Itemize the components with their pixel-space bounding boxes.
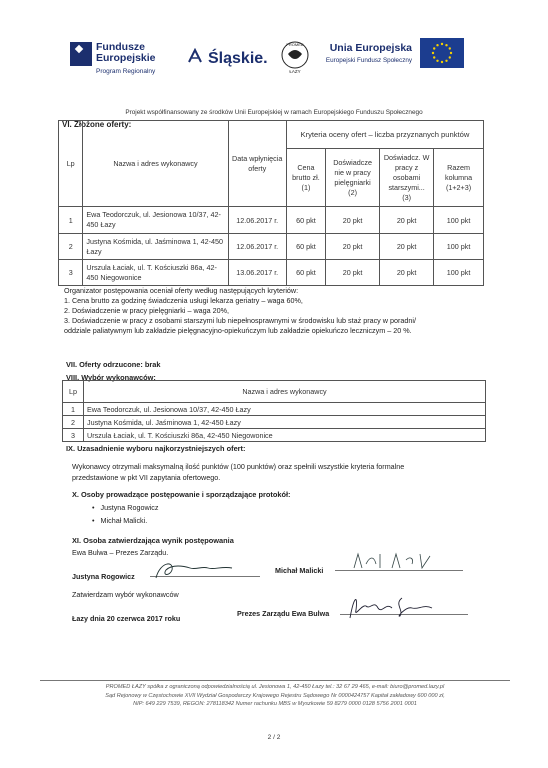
approve-text: Zatwierdzam wybór wykonawców xyxy=(72,590,179,599)
col-date-header: Data wpłynięcia oferty xyxy=(228,121,286,207)
justification xyxy=(72,461,492,483)
signature-malicki xyxy=(350,550,440,572)
people-list xyxy=(92,503,158,526)
approver: Ewa Bulwa – Prezes Zarządu. xyxy=(72,548,169,557)
row-date: 12.06.2017 r. xyxy=(228,234,286,260)
sub-total-header: Razem kolumna (1+2+3) xyxy=(434,149,484,207)
section6-heading: VI. Złożone oferty: xyxy=(62,120,132,129)
criteria-3a: 3. Doświadczenie w pracy z osobami starszymi lub niepełnosprawnymi w środowisku lub staż pracy w poradni/ xyxy=(64,316,416,325)
slaskie-logo: Śląskie. xyxy=(208,50,268,67)
sign-left-name: Justyna Rogowicz xyxy=(72,572,135,581)
signature-bulwa xyxy=(344,592,440,622)
offers-table xyxy=(58,120,484,286)
fe-sub: Program Regionalny xyxy=(96,68,156,75)
criteria-intro: Organizator postępowania oceniał oferty według następujących kryteriów: xyxy=(64,286,299,295)
logo-bar xyxy=(70,36,470,84)
row-p1: 60 pkt xyxy=(286,260,325,286)
table-row xyxy=(63,403,486,416)
section11-heading: XI. Osoba zatwierdzająca wynik postępowania xyxy=(72,536,234,545)
justification-line1: Wykonawcy otrzymali maksymalną ilość punktów (100 punktów) oraz spełnili wszystkie kryteria formalne xyxy=(72,462,405,471)
footer xyxy=(40,683,510,709)
row-p2: 20 pkt xyxy=(326,260,380,286)
row-lp: 2 xyxy=(63,416,84,429)
section9-heading: IX. Uzasadnienie wyboru najkorzystniejszych ofert: xyxy=(66,444,246,453)
ue-title: Unia Europejska xyxy=(329,42,412,54)
fundusze-europejskie-logo xyxy=(70,42,156,77)
sub-exp-nurse-header: Doświadcze nie w pracy pielęgniarki (2) xyxy=(326,149,380,207)
selection-table xyxy=(62,380,486,442)
section10-heading: X. Osoby prowadzące postępowanie i sporządzające protokół: xyxy=(72,490,291,499)
row-p2: 20 pkt xyxy=(326,207,380,234)
sign-right-name: Michał Malicki xyxy=(275,566,324,575)
eu-flag-icon xyxy=(420,38,464,68)
page-number: 2 / 2 xyxy=(267,734,281,741)
row-lp: 3 xyxy=(59,260,83,286)
list-item: • Justyna Rogowicz xyxy=(92,503,159,512)
row-lp: 1 xyxy=(63,403,84,416)
footer-line1: PROMED ŁAZY spółka z ograniczoną odpowiedzialnością ul. Jesionowa 1, 42-450 Łazy tel.: 32 67 29 465, e-mail: biuro@promed.lazy.pl xyxy=(105,684,445,690)
row-p1: 60 pkt xyxy=(286,234,325,260)
sub-exp-elderly-header: Doświadcz. W pracy z osobami starszymi... (3) xyxy=(380,149,434,207)
promed-lazy-logo xyxy=(280,40,310,74)
table-row xyxy=(63,429,486,442)
fe-line2: Europejskie xyxy=(96,52,156,64)
footer-line3: NIP: 649 229 7539, REGON: 278118342 Numer rachunku MBS w Myszkowie 59 8279 0000 0128 5756 2001 0001 xyxy=(133,701,417,707)
lazy-top: PROMED xyxy=(286,42,304,47)
row-date: 13.06.2017 r. xyxy=(228,260,286,286)
row-name: Ewa Teodorczuk, ul. Jesionowa 10/37, 42-450 Łazy xyxy=(84,403,486,416)
ue-text-block xyxy=(320,42,412,64)
slaskie-mark-icon xyxy=(186,48,204,66)
table-row xyxy=(59,234,484,260)
row-name: Justyna Kośmida, ul. Jaśminowa 1, 42-450 Łazy xyxy=(84,416,486,429)
row-name: Ewa Teodorczuk, ul. Jesionowa 10/37, 42-450 Łazy xyxy=(83,207,228,234)
col-lp-header: Lp xyxy=(63,381,84,403)
col-name-header: Nazwa i adres wykonawcy xyxy=(84,381,486,403)
row-name: Urszula Łaciak, ul. T. Kościuszki 86a, 42-450 Niegowonice xyxy=(84,429,486,442)
row-lp: 3 xyxy=(63,429,84,442)
justification-line2: przedstawione w pkt VII zapytania ofertowego. xyxy=(72,473,221,482)
ue-sub: Europejski Fundusz Społeczny xyxy=(325,57,412,64)
row-p3: 20 pkt xyxy=(380,260,434,286)
row-total: 100 pkt xyxy=(434,207,484,234)
criteria-3b: oddziale paliatywnym lub zakładzie pielęgnacyjno-opiekuńczym lub zakładzie opiekuńczo leczniczym – 20 %. xyxy=(64,326,412,335)
row-p2: 20 pkt xyxy=(326,234,380,260)
criteria-2: 2. Doświadczenie w pracy pielęgniarki – waga 20%, xyxy=(64,306,230,315)
row-date: 12.06.2017 r. xyxy=(228,207,286,234)
fe-flag-icon xyxy=(70,42,92,66)
criteria-1: 1. Cena brutto za godzinę świadczenia usługi lekarza geriatry – waga 60%, xyxy=(64,296,303,305)
place-date: Łazy dnia 20 czerwca 2017 roku xyxy=(72,614,181,623)
president-name: Prezes Zarządu Ewa Bulwa xyxy=(237,609,330,618)
row-p3: 20 pkt xyxy=(380,207,434,234)
row-total: 100 pkt xyxy=(434,260,484,286)
section7-heading: VII. Oferty odrzucone: brak xyxy=(66,360,161,369)
section8-heading: VIII. Wybór wykonawców: xyxy=(66,373,156,382)
row-name: Urszula Łaciak, ul. T. Kościuszki 86a, 42-450 Niegowonice xyxy=(83,260,228,286)
sub-price-header: Cena brutto zł. (1) xyxy=(286,149,325,207)
signature-rogowicz xyxy=(150,556,240,584)
lazy-bottom: ŁAZY xyxy=(289,69,301,74)
row-p3: 20 pkt xyxy=(380,234,434,260)
col-criteria-header: Kryteria oceny ofert – liczba przyznanych punktów xyxy=(286,121,483,149)
row-lp: 2 xyxy=(59,234,83,260)
table-row xyxy=(59,207,484,234)
person-name: Justyna Rogowicz xyxy=(100,503,159,512)
person-name: Michał Malicki. xyxy=(100,516,148,525)
row-p1: 60 pkt xyxy=(286,207,325,234)
list-item: • Michał Malicki. xyxy=(92,516,148,525)
table-row xyxy=(59,260,484,286)
cofinancing-note: Projekt współfinansowany ze środków Unii Europejskiej w ramach Europejskiego Funduszu Społecznego xyxy=(125,109,423,116)
row-lp: 1 xyxy=(59,207,83,234)
col-lp-header: Lp xyxy=(59,121,83,207)
col-name-header: Nazwa i adres wykonawcy xyxy=(83,121,228,207)
footer-divider xyxy=(40,680,510,681)
footer-line2: Sąd Rejonowy w Częstochowie XVII Wydział Gospodarczy Krajowego Rejestru Sądowego Nr 0000424757 Kapitał zakładowy 600 000 zł, xyxy=(105,692,445,699)
row-name: Justyna Kośmida, ul. Jaśminowa 1, 42-450 Łazy xyxy=(83,234,228,260)
criteria-block xyxy=(64,286,494,336)
row-total: 100 pkt xyxy=(434,234,484,260)
fe-line1: Fundusze xyxy=(96,41,145,53)
table-row xyxy=(63,416,486,429)
